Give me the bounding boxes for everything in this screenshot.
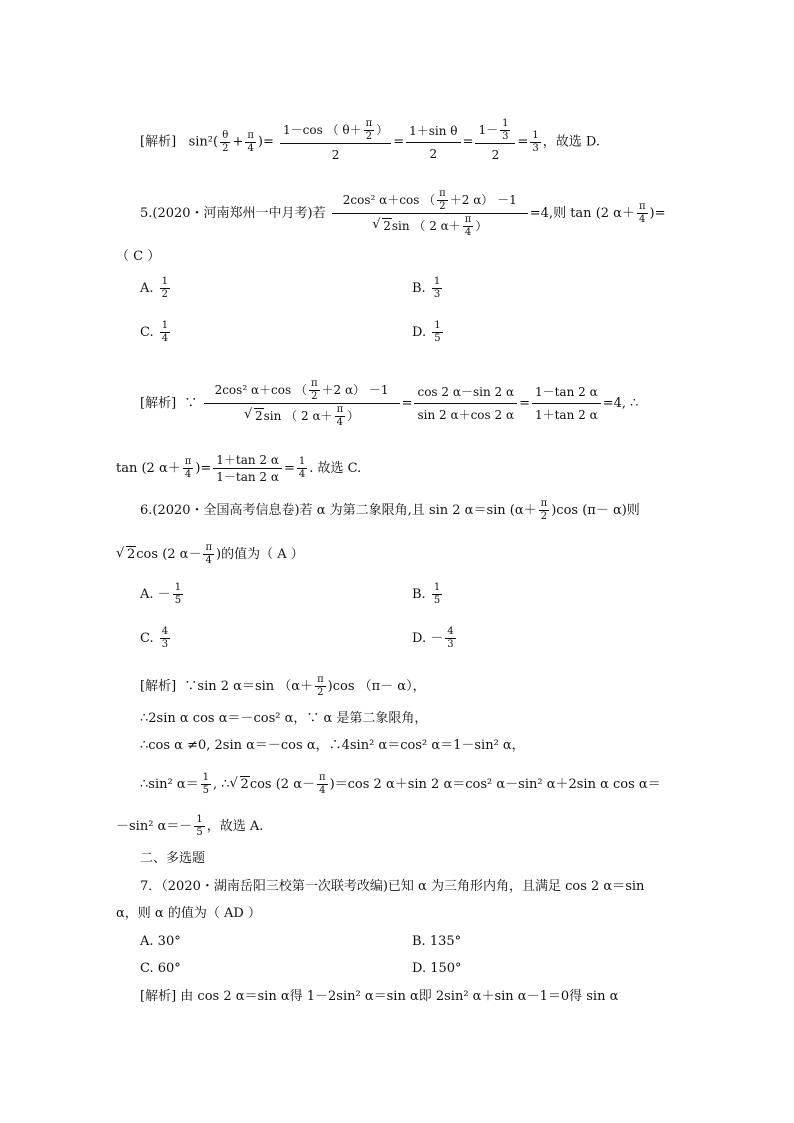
q6-option-c: C. $\frac{4}{3}$ [140,626,169,650]
q5-option-b: B. $\frac{1}{3}$ [412,276,441,300]
fraction: $\frac{\pi}{4}$ [247,129,254,154]
q7-option-b: B. 135° [412,934,462,949]
q7-option-a: A. 30° [140,934,181,949]
fraction: 1－cos （ θ＋ $\frac{\pi}{2}$ ） 2 [280,118,391,166]
q7-option-c: C. 60° [140,961,181,976]
q6-stem-line1: 6.(2020・全国高考信息卷)若 α 为第二象限角,且 sin 2 α＝sin (α＋ $\frac{\pi}{2}$ )cos (π－ α)则 [140,498,640,522]
q7-option-d: D. 150° [412,961,462,976]
q5-stem: 5.(2020・河南郑州一中月考)若 2cos² α＋cos （ $\frac{\pi}{2}$ ＋2 α） －1 √ 2sin （ 2 α＋ $\frac{\pi}{4}$ ） =4,则 tan (2 α＋ $\frac{\pi}{4}$ )= [140,188,666,239]
solution-label: [解析] [140,679,177,694]
q7-solution-line: [解析] 由 cos 2 α＝sin α得 1－2sin² α＝sin α即 2sin² α＋sin α－1＝0得 sin α [140,989,619,1004]
q6-solution-line1: [解析] ∵sin 2 α＝sin （α＋ $\frac{\pi}{2}$ )cos （π－ α）， [140,674,426,698]
q5-option-a: A. $\frac{1}{2}$ [140,276,169,300]
fraction: $\frac{\cos 2 \alpha-\sin 2 \alpha}{\sin 2 \alpha+\cos 2 \alpha}$ [414,381,517,426]
solution-label: [解析] [140,396,177,411]
q6-stem-line2: √ 2cos (2 α－ $\frac{\pi}{4}$ )的值为（ A ） [116,542,304,567]
fraction: $\frac{\pi}{4}$ [638,201,646,225]
q5-option-d: D. $\frac{1}{5}$ [412,320,441,344]
q7-stem-line1: 7．（2020・湖南岳阳三校第一次联考改编)已知 α 为三角形内角，且满足 cos 2 α＝sin [140,879,645,894]
q5-option-c: C. $\frac{1}{4}$ [140,320,169,344]
fraction: $\frac{\theta}{2}$ [222,129,229,154]
q5-tan-line: tan (2 α＋ $\frac{\pi}{4}$ )= $\frac{1+\tan 2 \alpha}{1-\tan 2 \alpha}$ = $\frac{1}{4}$ . 故选 C. [116,453,362,484]
q7-stem-line2: α，则 α 的值为（ AD ） [116,906,261,921]
solution-label: [解析] [140,134,177,150]
fraction: 2cos² α＋cos （ $\frac{\pi}{2}$ ＋2 α） －1 √ 2sin （ 2 α＋ $\frac{\pi}{4}$ ） [204,378,400,429]
section-title: 二、多选题 [140,851,206,866]
q5-solution-line: [解析] ∵ 2cos² α＋cos （ $\frac{\pi}{2}$ ＋2 α） －1 √ 2sin （ 2 α＋ $\frac{\pi}{4}$ ） = $\frac{\cos 2 \alpha-\sin 2 \alpha}{\sin 2 \alpha+\cos 2 \alpha}$ = $\frac{1-\tan 2 \alpha}{1+\tan 2 \alpha}$ =4, ∴ [140,378,638,429]
fraction: $\frac{\text{1＋sin θ}}{2}$ [406,120,460,165]
q6-solution-line2: ∴2sin α cos α＝－cos² α，∵ α 是第二象限角， [140,711,428,726]
q6-solution-line4: ∴sin² α＝ $\frac{1}{5}$ , ∴√ 2cos (2 α－ $\frac{\pi}{4}$ )＝cos 2 α＋sin 2 α＝cos² α－sin² α＋2sin α cos α＝ [140,772,661,797]
fraction: 1－ $\frac{1}{3}$ 2 [475,118,515,166]
fraction: $\frac{1}{3}$ [532,129,539,154]
fraction: $\frac{1-\tan 2 \alpha}{1+\tan 2 \alpha}$ [532,381,601,426]
q6-solution-line3: ∴cos α ≠0, 2sin α＝－cos α，∴4sin² α＝cos² α＝1－sin² α， [140,738,525,753]
q6-option-d: D. － $\frac{4}{3}$ [412,626,454,650]
q6-option-a: A. － $\frac{1}{5}$ [140,582,182,606]
q6-solution-line5: －sin² α＝－ $\frac{1}{5}$ ，故选 A. [116,814,264,838]
q5-answer: （ C ） [116,249,161,264]
fraction: 2cos² α＋cos （ $\frac{\pi}{2}$ ＋2 α） －1 √ 2sin （ 2 α＋ $\frac{\pi}{4}$ ） [332,188,528,239]
q6-option-b: B. $\frac{1}{5}$ [412,582,441,606]
q4-solution-line: [解析] sin²( $\frac{\theta}{2}$ + $\frac{\pi}{4}$ )= 1－cos （ θ＋ $\frac{\pi}{2}$ ） 2 = $\frac{\text{1＋sin θ}}{2}$ = 1－ $\frac{1}{3}$ 2 = $\frac{1}{3}$ ，故选 D. [140,118,600,166]
